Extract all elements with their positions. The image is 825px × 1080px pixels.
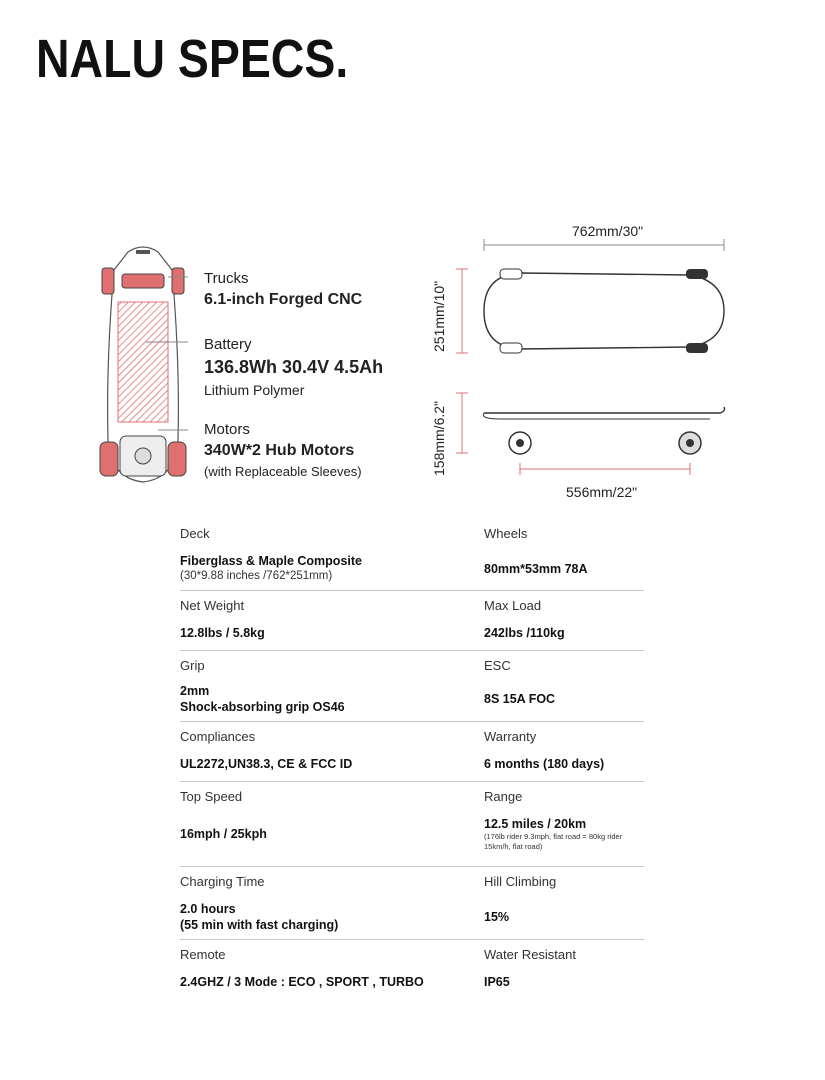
trucks-label: Trucks [204, 270, 249, 287]
spec-label: Top Speed [180, 789, 243, 804]
spec-label: Charging Time [180, 874, 265, 889]
spec-cell-deck [180, 526, 480, 583]
motors-callout [204, 421, 362, 479]
spec-value: 242lbs /110kg [484, 626, 565, 640]
height-dimension: 158mm/6.2" [431, 400, 447, 476]
spec-value: 8S 15A FOC [484, 692, 556, 706]
spec-label: ESC [484, 658, 511, 673]
motors-label: Motors [204, 421, 250, 438]
spec-cell-warranty [484, 729, 654, 772]
spec-value-line2: Shock-absorbing grip OS46 [180, 700, 345, 714]
spec-label: Grip [180, 658, 205, 673]
spec-label: Remote [180, 947, 226, 962]
spec-value: 15% [484, 910, 510, 924]
spec-label: Deck [180, 526, 210, 541]
battery-label: Battery [204, 336, 252, 353]
spec-value: 2.4GHZ / 3 Mode : ECO , SPORT , TURBO [180, 975, 424, 989]
spec-row-remote-water [180, 940, 644, 1000]
spec-cell-max-load [484, 598, 654, 641]
spec-value: IP65 [484, 975, 510, 989]
battery-sub: Lithium Polymer [204, 382, 305, 398]
spec-label: Compliances [180, 729, 256, 744]
trucks-callout [204, 270, 362, 309]
spec-detail: (30*9.88 inches /762*251mm) [180, 570, 333, 582]
spec-row-deck-wheels [180, 518, 644, 591]
spec-detail: (176lb rider 9.3mph, flat road = 80kg rider 15km/h, flat road) [484, 832, 623, 851]
spec-label: Water Resistant [484, 947, 576, 962]
spec-value: 6 months (180 days) [484, 757, 605, 771]
spec-value: 2.0 hours [180, 902, 236, 916]
spec-label: Wheels [484, 526, 528, 541]
spec-row-grip-esc [180, 651, 644, 722]
spec-cell-remote [180, 947, 480, 990]
motors-note: (with Replaceable Sleeves) [204, 464, 362, 479]
trucks-value: 6.1-inch Forged CNC [204, 291, 363, 308]
board-top-view-illustration [98, 240, 188, 490]
spec-row-speed-range [180, 782, 644, 867]
spec-cell-top-speed [180, 789, 480, 842]
spec-value: 2mm [180, 684, 210, 698]
spec-cell-range [484, 789, 654, 852]
spec-value: 12.5 miles / 20km [484, 817, 587, 831]
spec-value: 16mph / 25kph [180, 827, 267, 841]
spec-row-weight-load [180, 591, 644, 651]
spec-value: Fiberglass & Maple Composite [180, 554, 362, 568]
spec-label: Hill Climbing [484, 874, 557, 889]
board-dimension-drawings [440, 225, 740, 505]
spec-cell-esc [484, 658, 654, 707]
spec-value: UL2272,UN38.3, CE & FCC ID [180, 757, 353, 771]
spec-table [180, 518, 644, 1000]
spec-value: 80mm*53mm 78A [484, 562, 588, 576]
width-dimension: 251mm/10" [431, 280, 447, 352]
spec-label: Max Load [484, 598, 542, 613]
page-title: NALU SPECS. [36, 29, 349, 89]
spec-cell-water-resistant [484, 947, 654, 990]
spec-cell-wheels [484, 526, 654, 577]
spec-cell-hill-climbing [484, 874, 654, 925]
spec-row-compliance-warranty [180, 722, 644, 782]
spec-value-line2: (55 min with fast charging) [180, 918, 339, 932]
battery-callout [204, 336, 383, 398]
spec-label: Net Weight [180, 598, 245, 613]
spec-value: 12.8lbs / 5.8kg [180, 626, 265, 640]
spec-cell-net-weight [180, 598, 480, 641]
spec-row-charging-hill [180, 867, 644, 940]
wheelbase-dimension: 556mm/22" [566, 484, 638, 500]
motors-value: 340W*2 Hub Motors [204, 442, 355, 459]
spec-cell-grip [180, 658, 480, 715]
spec-cell-compliances [180, 729, 480, 772]
spec-label: Range [484, 789, 523, 804]
spec-label: Warranty [484, 729, 537, 744]
length-dimension: 762mm/30" [572, 223, 644, 239]
battery-value: 136.8Wh 30.4V 4.5Ah [204, 357, 384, 377]
spec-cell-charging-time [180, 874, 480, 933]
